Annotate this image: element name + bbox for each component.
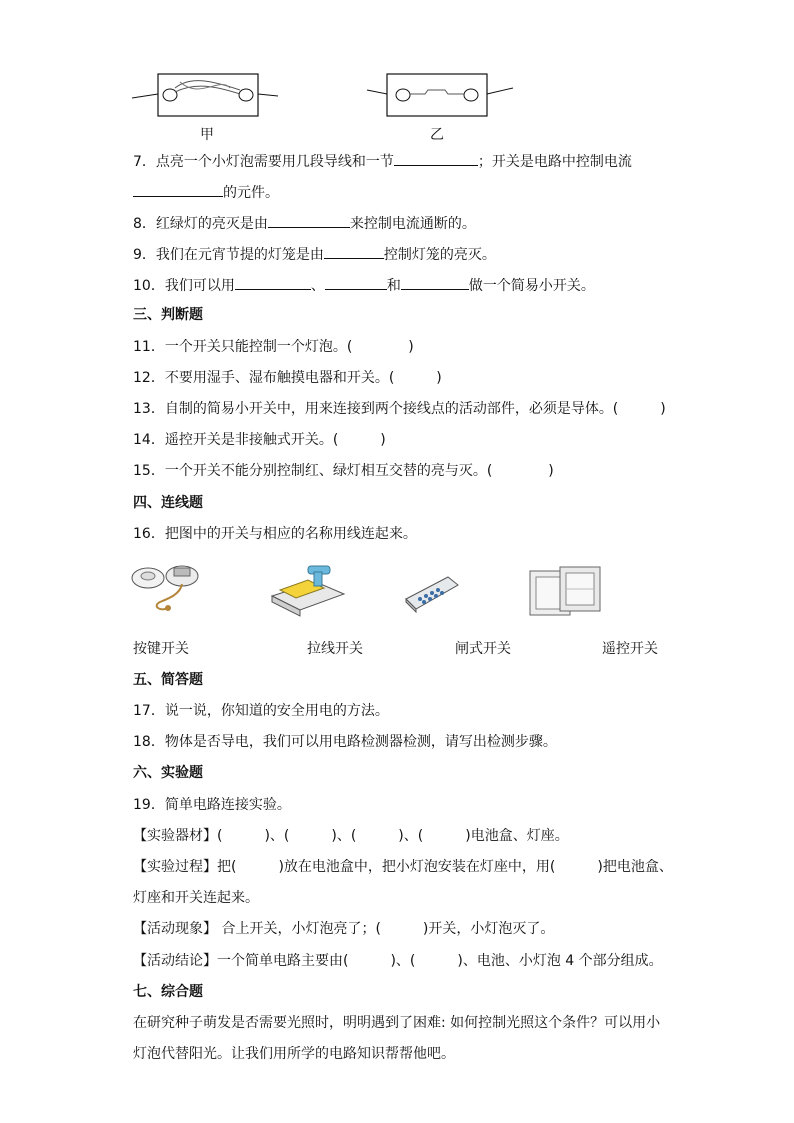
section-6-heading: 六、实验题 [133, 765, 203, 781]
question-19-process-line-2: 灯座和开关连起来。 [133, 890, 259, 906]
question-7-cont [133, 182, 279, 202]
question-19: 19．简单电路连接实验。 [133, 797, 291, 813]
question-10-text-c: 和 [386, 278, 401, 294]
figure-yi-label: 乙 [430, 127, 444, 143]
comprehensive-question-line-1: 在研究种子萌发是否需要光照时，明明遇到了困难: 如何控制光照这个条件？可以用小 [133, 1015, 661, 1031]
question-9-text-b: 控制灯笼的亮灭。 [383, 247, 496, 263]
question-12: 12．不要用湿手、湿布触摸电器和开关。( ) [133, 370, 442, 386]
switch-name-2: 拉线开关 [307, 641, 363, 657]
question-7-text-b: ；开关是电路中控制电流 [477, 154, 632, 170]
question-8-text-a: 8．红绿灯的亮灭是由 [133, 216, 268, 232]
question-9-text-a: 9．我们在元宵节提的灯笼是由 [133, 247, 324, 263]
question-10-text-a: 10．我们可以用 [133, 278, 235, 294]
question-13: 13．自制的简易小开关中，用来连接到两个接线点的活动部件，必须是导体。( ) [133, 401, 666, 417]
question-8-text-b: 来控制电流通断的。 [349, 216, 476, 232]
question-16: 16．把图中的开关与相应的名称用线连起来。 [133, 526, 417, 542]
section-3-heading: 三、判断题 [133, 307, 203, 323]
question-10-text-d: 做一个简易小开关。 [468, 278, 595, 294]
question-7 [133, 151, 632, 171]
section-4-heading: 四、连线题 [133, 495, 203, 511]
answer-blank[interactable] [268, 213, 350, 228]
pull-cord-switch-image [130, 558, 210, 618]
answer-blank[interactable] [394, 151, 478, 166]
switch-name-1: 按键开关 [133, 641, 189, 657]
question-7-text-a: 7．点亮一个小灯泡需要用几段导线和一节 [133, 154, 394, 170]
question-10-text-b: 、 [310, 278, 325, 294]
question-19-phenomenon: 【活动现象】 合上开关，小灯泡亮了；( )开关，小灯泡灭了。 [133, 921, 555, 937]
push-button-switch-image [526, 565, 606, 620]
question-9 [133, 244, 496, 264]
switch-name-4: 遥控开关 [602, 641, 658, 657]
question-19-materials: 【实验器材】( )、( )、( )、( )电池盒、灯座。 [133, 828, 569, 844]
answer-blank[interactable] [325, 275, 387, 290]
knife-switch-image [268, 558, 348, 618]
question-10 [133, 275, 595, 295]
section-7-heading: 七、综合题 [133, 984, 203, 1000]
question-19-process-line-1: 【实验过程】把( )放在电池盒中，把小灯泡安装在灯座中，用( )把电池盒、 [133, 859, 673, 875]
answer-blank[interactable] [401, 275, 469, 290]
answer-blank[interactable] [133, 182, 223, 197]
figure-yi [365, 70, 515, 125]
answer-blank[interactable] [324, 244, 384, 259]
question-8 [133, 213, 476, 233]
question-7-text-c: 的元件。 [223, 185, 279, 201]
figure-jia [130, 70, 280, 125]
question-11: 11．一个开关只能控制一个灯泡。( ) [133, 339, 414, 355]
question-17: 17．说一说，你知道的安全用电的方法。 [133, 703, 389, 719]
answer-blank[interactable] [235, 275, 311, 290]
question-14: 14．遥控开关是非接触式开关。( ) [133, 432, 386, 448]
section-5-heading: 五、简答题 [133, 672, 203, 688]
remote-switch-image [402, 565, 462, 615]
figure-jia-label: 甲 [200, 127, 214, 143]
question-15: 15．一个开关不能分别控制红、绿灯相互交替的亮与灭。( ) [133, 463, 554, 479]
switch-name-3: 闸式开关 [455, 641, 511, 657]
comprehensive-question-line-2: 灯泡代替阳光。让我们用所学的电路知识帮帮他吧。 [133, 1046, 455, 1062]
question-18: 18．物体是否导电，我们可以用电路检测器检测，请写出检测步骤。 [133, 734, 557, 750]
question-19-conclusion: 【活动结论】一个简单电路主要由( )、( )、电池、小灯泡 4 个部分组成。 [133, 953, 663, 969]
